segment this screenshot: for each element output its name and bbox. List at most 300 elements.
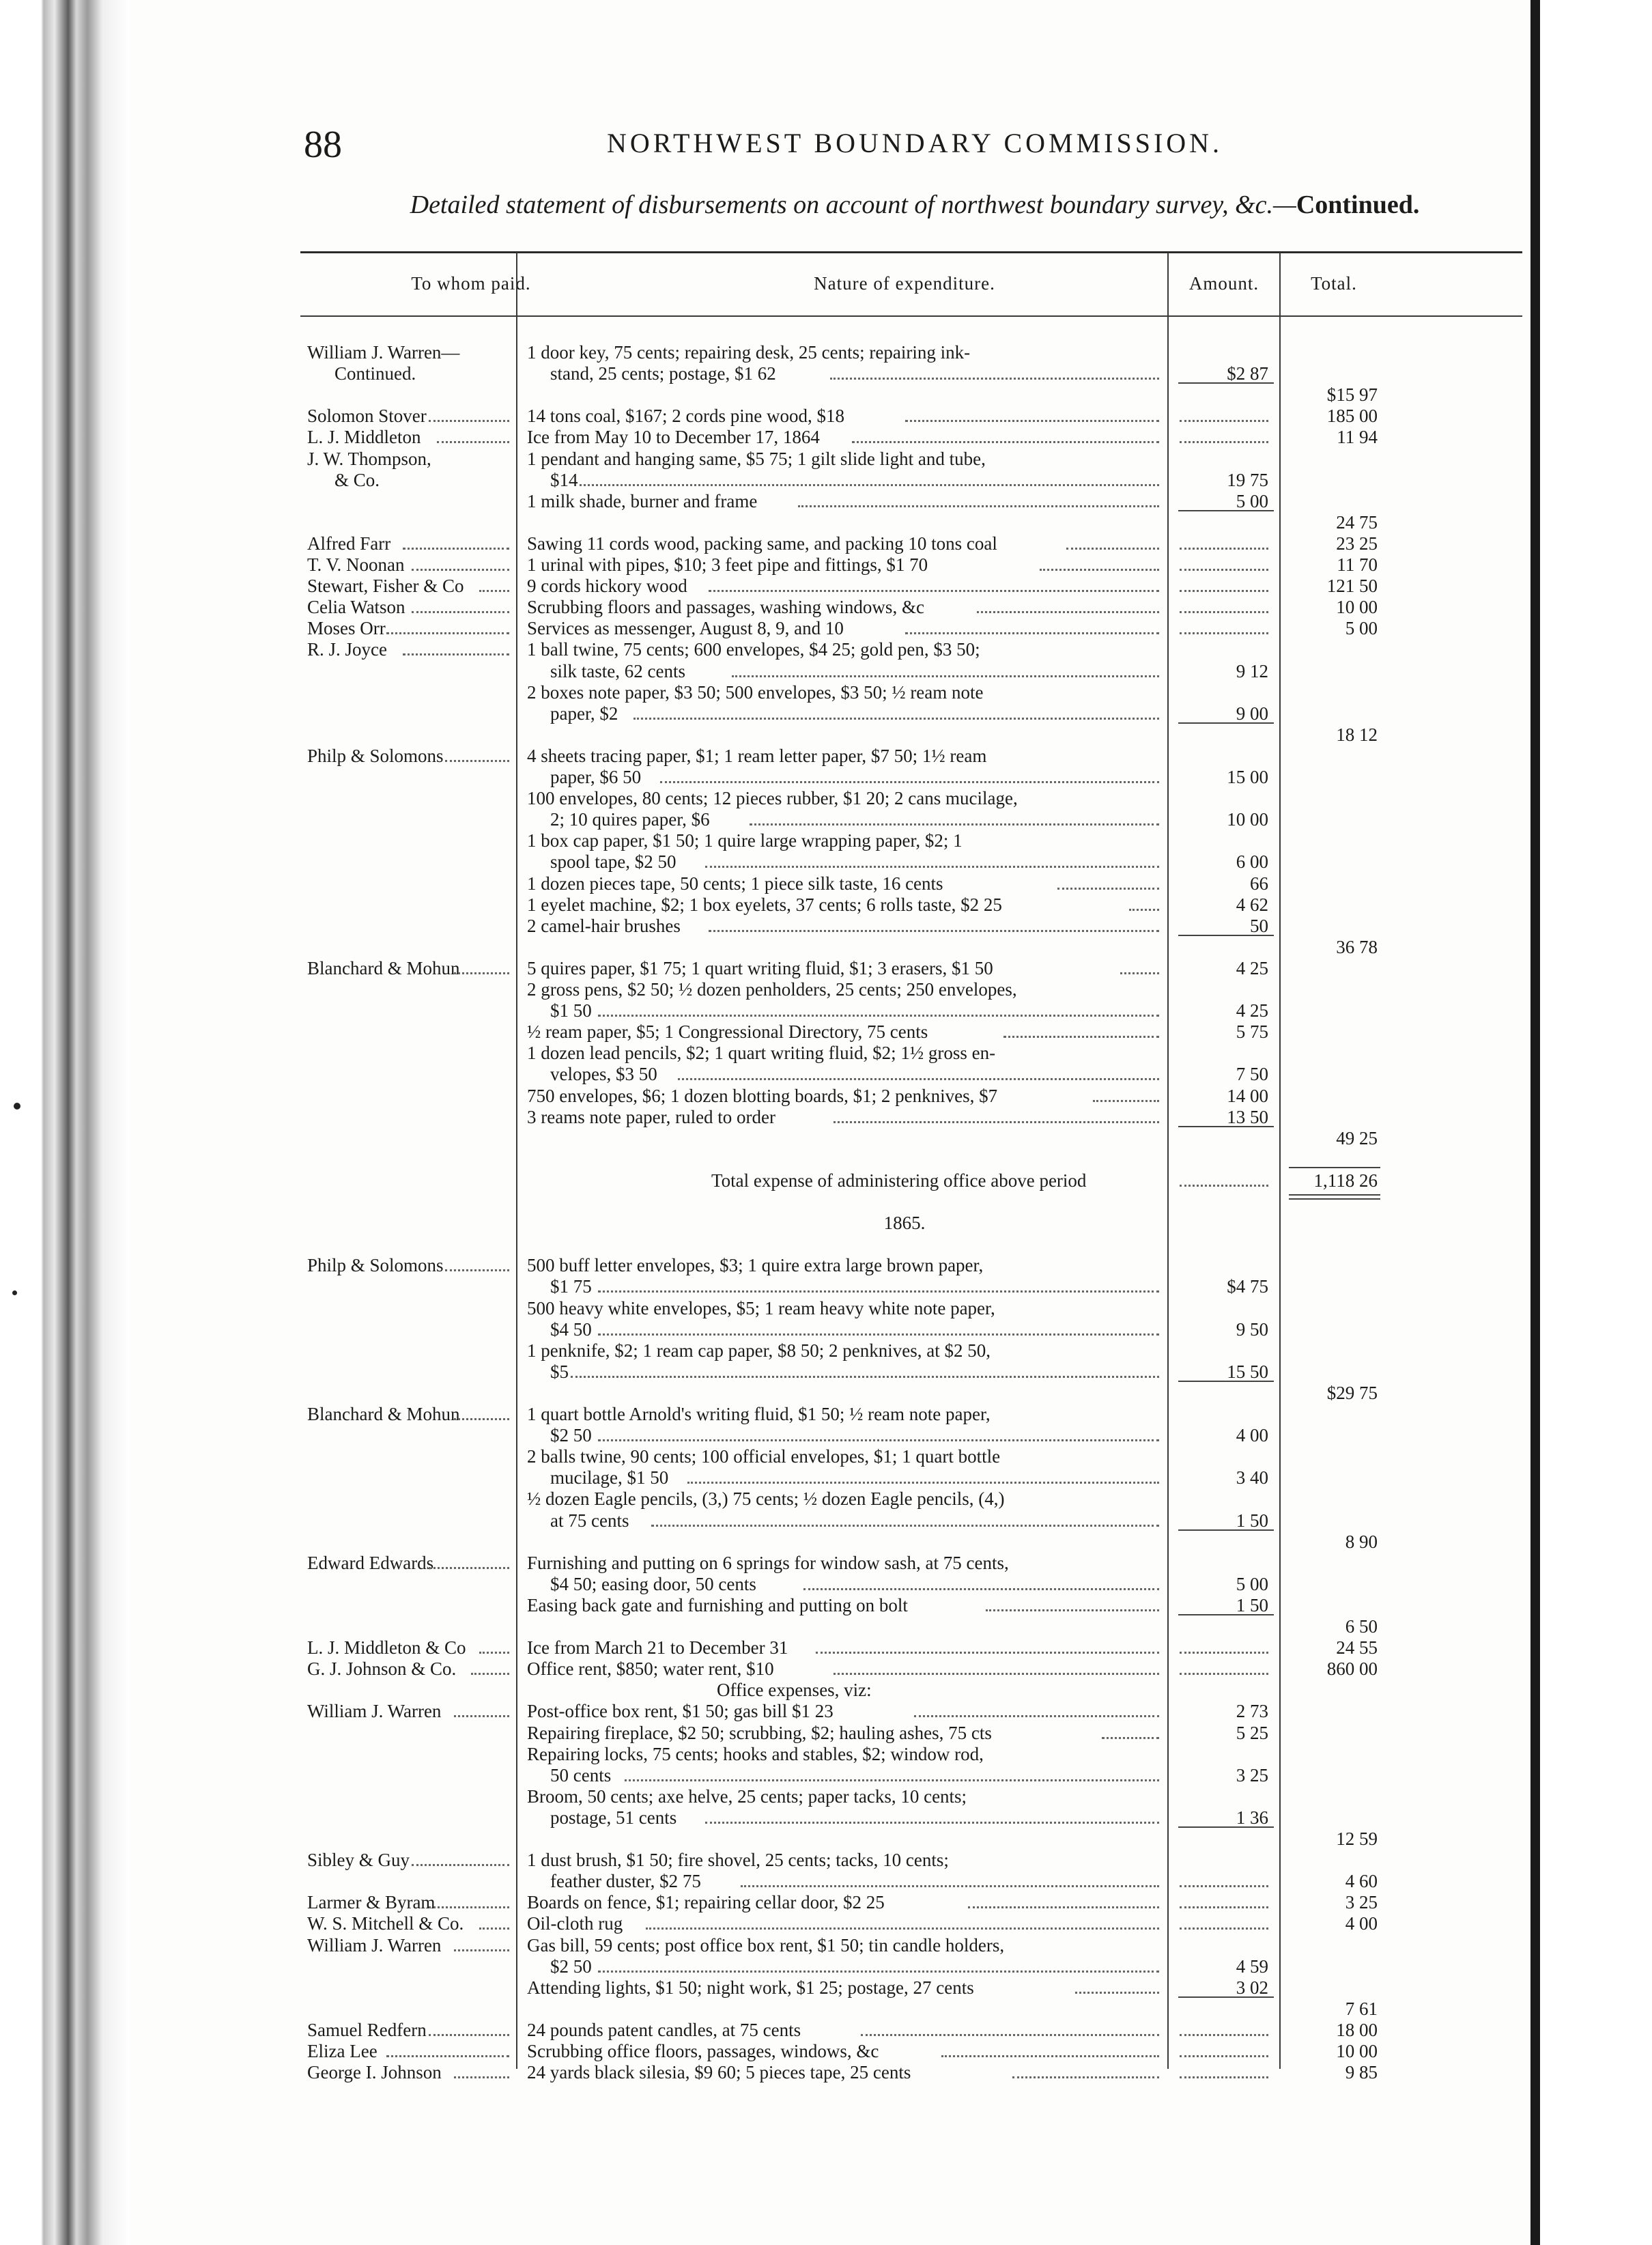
subtotal-rule — [1178, 1614, 1274, 1615]
amount-cell: 14 00 — [1227, 1085, 1268, 1106]
nature-cell: Sawing 11 cords wood, packing same, and packing 10 tons coal — [527, 533, 997, 554]
nature-cell: postage, 51 cents — [550, 1807, 677, 1828]
table-row — [130, 1445, 1530, 1467]
subtotal-rule — [1178, 1826, 1274, 1828]
leader-dots — [803, 1588, 1159, 1590]
nature-cell: velopes, $3 50 — [550, 1064, 657, 1085]
payee-cell: & Co. — [334, 469, 380, 490]
leader-dots — [1012, 2076, 1159, 2078]
nature-cell: 1 ball twine, 75 cents; 600 envelopes, $4 25; gold pen, $3 50; — [527, 639, 980, 660]
total-cell: 49 25 — [1336, 1127, 1378, 1148]
amount-placeholder-dots — [1180, 2034, 1268, 2036]
table-row — [130, 1912, 1530, 1934]
total-cell: 10 00 — [1336, 2041, 1378, 2061]
nature-cell: Repairing locks, 75 cents; hooks and stables, $2; window rod, — [527, 1743, 984, 1764]
total-cell: 18 12 — [1336, 724, 1378, 745]
table-row — [130, 830, 1530, 851]
nature-cell: Broom, 50 cents; axe helve, 25 cents; paper tacks, 10 cents; — [527, 1785, 967, 1807]
nature-cell: ½ ream paper, $5; 1 Congressional Directory, 75 cents — [527, 1021, 928, 1043]
subtotal-rule — [1178, 1381, 1274, 1382]
total-cell: 4 60 — [1345, 1871, 1378, 1892]
amount-cell: 9 00 — [1236, 703, 1268, 724]
table-row — [130, 1340, 1530, 1361]
table-row — [130, 1573, 1530, 1595]
table-row — [130, 490, 1530, 512]
nature-cell: Repairing fireplace, $2 50; scrubbing, $2; hauling ashes, 75 cts — [527, 1722, 992, 1743]
leader-dots — [741, 1885, 1159, 1887]
amount-cell: 9 50 — [1236, 1318, 1268, 1340]
leader-dots — [403, 548, 509, 550]
table-row — [130, 638, 1530, 660]
amount-cell: 4 25 — [1236, 1000, 1268, 1021]
leader-dots — [571, 1376, 1159, 1378]
table-row — [130, 1977, 1530, 1999]
leader-dots — [687, 1482, 1160, 1484]
table-row — [130, 1318, 1530, 1340]
nature-cell: 50 cents — [550, 1764, 612, 1785]
table-row — [130, 1531, 1530, 1553]
table-row — [130, 1743, 1530, 1765]
amount-placeholder-dots — [1180, 1185, 1268, 1187]
table-row — [130, 1764, 1530, 1786]
header-amount: Amount. — [1188, 273, 1259, 294]
table-row — [130, 936, 1530, 958]
nature-cell: 1 box cap paper, $1 50; 1 quire large wrapping paper, $2; 1 — [527, 830, 963, 851]
table-row — [130, 724, 1530, 746]
leader-dots — [454, 972, 509, 974]
payee-cell: J. W. Thompson, — [307, 448, 431, 469]
table-row — [130, 1870, 1530, 1892]
leader-dots — [598, 1439, 1160, 1441]
table-row — [130, 1849, 1530, 1871]
table-row — [130, 426, 1530, 448]
table-row — [130, 745, 1530, 767]
amount-cell: $2 87 — [1227, 363, 1268, 384]
nature-cell: Easing back gate and furnishing and putting on bolt — [527, 1594, 908, 1615]
leader-dots — [598, 1290, 1160, 1293]
table-row — [130, 1361, 1530, 1383]
caption-italic: Detailed statement of disbursements on account of northwest boundary survey, &c.— — [410, 190, 1296, 219]
table-row — [130, 2019, 1530, 2041]
nature-cell: Oil-cloth rug — [527, 1913, 623, 1934]
table-row — [130, 1191, 1530, 1213]
nature-cell: $14 — [550, 469, 578, 490]
table-row — [130, 1254, 1530, 1276]
leader-dots — [905, 632, 1159, 634]
total-cell: 4 00 — [1345, 1913, 1378, 1934]
leader-dots — [1129, 909, 1159, 911]
table-row — [130, 894, 1530, 916]
book-binding-shadow — [0, 0, 130, 2245]
subtotal-rule — [1178, 382, 1274, 384]
amount-placeholder-dots — [1180, 569, 1268, 571]
payee-cell: L. J. Middleton — [307, 427, 421, 448]
table-row — [130, 384, 1530, 406]
leader-dots — [816, 1652, 1159, 1654]
nature-cell: 9 cords hickory wood — [527, 576, 687, 597]
leader-dots — [429, 1906, 509, 1908]
table-top-rule — [300, 251, 1522, 253]
total-cell: 5 00 — [1345, 618, 1378, 639]
table-row — [130, 808, 1530, 830]
amount-cell: 5 00 — [1236, 490, 1268, 511]
nature-cell: $1 75 — [550, 1276, 592, 1297]
leader-dots — [454, 1949, 509, 1951]
leader-dots — [445, 1269, 509, 1271]
amount-placeholder-dots — [1180, 1906, 1268, 1908]
leader-dots — [598, 1015, 1160, 1017]
leader-dots — [429, 1567, 509, 1569]
table-row — [130, 1275, 1530, 1297]
table-row — [130, 1998, 1530, 2020]
leader-dots — [445, 760, 509, 762]
table-row — [130, 533, 1530, 554]
total-cell: 23 25 — [1336, 533, 1378, 554]
table-row — [130, 1934, 1530, 1956]
leader-dots — [830, 378, 1159, 380]
table-caption — [304, 190, 1526, 220]
payee-cell: Philp & Solomons — [307, 745, 444, 766]
amount-cell: 3 02 — [1236, 1977, 1268, 1998]
leader-dots — [660, 781, 1159, 783]
payee-cell: Edward Edwards — [307, 1552, 434, 1573]
amount-cell: 13 50 — [1227, 1106, 1268, 1127]
leader-dots — [454, 1418, 509, 1420]
page-number: 88 — [304, 124, 342, 166]
header-bottom-rule — [300, 315, 1522, 317]
leader-dots — [905, 420, 1159, 422]
header-total: Total. — [1311, 273, 1357, 294]
page-edge — [1530, 0, 1540, 2245]
amount-cell: 7 50 — [1236, 1064, 1268, 1085]
leader-dots — [412, 611, 509, 613]
table-row — [130, 1891, 1530, 1913]
nature-cell: spool tape, $2 50 — [550, 851, 677, 873]
leader-dots — [705, 1822, 1159, 1824]
amount-cell: 3 25 — [1236, 1764, 1268, 1785]
table-row — [130, 511, 1530, 533]
total-cell: 24 75 — [1336, 511, 1378, 533]
subtotal-rule — [1178, 1126, 1274, 1127]
running-title: NORTHWEST BOUNDARY COMMISSION. — [606, 128, 1223, 158]
nature-cell: Scrubbing office floors, passages, windows, &c — [527, 2041, 879, 2061]
amount-placeholder-dots — [1180, 420, 1268, 422]
payee-cell: Stewart, Fisher & Co — [307, 576, 464, 597]
nature-cell: silk taste, 62 cents — [550, 660, 685, 681]
nature-cell: 14 tons coal, $167; 2 cords pine wood, $18 — [527, 406, 844, 427]
nature-cell: 3 reams note paper, ruled to order — [527, 1106, 776, 1127]
amount-cell: 4 62 — [1236, 894, 1268, 915]
total-cell: 8 90 — [1345, 1531, 1378, 1552]
table-row — [130, 469, 1530, 491]
running-head — [304, 123, 1526, 171]
payee-cell: Blanchard & Mohun — [307, 957, 460, 978]
nature-cell: $4 50; easing door, 50 cents — [550, 1573, 756, 1594]
amount-cell: 5 25 — [1236, 1722, 1268, 1743]
payee-cell: L. J. Middleton & Co — [307, 1637, 466, 1658]
amount-placeholder-dots — [1180, 1652, 1268, 1654]
leader-dots — [598, 1971, 1160, 1973]
header-payee: To whom paid. — [411, 273, 531, 294]
amount-cell: 50 — [1250, 915, 1268, 936]
amount-placeholder-dots — [1180, 611, 1268, 613]
nature-cell: 24 pounds patent candles, at 75 cents — [527, 2019, 801, 2040]
table-row — [130, 1594, 1530, 1616]
payee-cell: William J. Warren— — [307, 342, 460, 363]
header-nature: Nature of expenditure. — [814, 273, 995, 294]
table-row — [130, 681, 1530, 703]
table-row — [130, 1488, 1530, 1510]
table-row — [130, 1403, 1530, 1425]
table-row — [130, 1722, 1530, 1744]
total-cell: 7 61 — [1345, 1998, 1378, 2019]
scan-speck — [12, 1290, 17, 1295]
table-row — [130, 341, 1530, 363]
nature-cell: mucilage, $1 50 — [550, 1467, 669, 1488]
table-row — [130, 703, 1530, 724]
table-row — [130, 1042, 1530, 1064]
table-row — [130, 1000, 1530, 1021]
amount-cell: 66 — [1250, 873, 1268, 894]
table-row — [130, 873, 1530, 894]
leader-dots — [977, 611, 1159, 613]
leader-dots — [678, 1078, 1159, 1080]
table-row — [130, 1127, 1530, 1149]
leader-dots — [479, 1652, 509, 1654]
total-cell: 36 78 — [1336, 936, 1378, 957]
nature-cell: $2 50 — [550, 1955, 592, 1977]
amount-cell: 1 50 — [1236, 1510, 1268, 1531]
nature-cell: Boards on fence, $1; repairing cellar door, $2 25 — [527, 1892, 885, 1913]
leader-dots — [479, 1928, 509, 1930]
nature-cell: Ice from March 21 to December 31 — [527, 1637, 788, 1658]
total-cell: 1,118 26 — [1313, 1170, 1378, 1191]
payee-cell: R. J. Joyce — [307, 639, 387, 660]
table-row — [130, 1085, 1530, 1107]
nature-cell: 1 door key, 75 cents; repairing desk, 25 cents; repairing ink- — [527, 342, 971, 363]
amount-placeholder-dots — [1180, 1928, 1268, 1930]
table-row — [130, 1785, 1530, 1807]
nature-cell: 1 penknife, $2; 1 ream cap paper, $8 50; 2 penknives, at $2 50, — [527, 1340, 991, 1361]
total-cell: 24 55 — [1336, 1637, 1378, 1658]
nature-cell: 100 envelopes, 80 cents; 12 pieces rubber, $1 20; 2 cans mucilage, — [527, 788, 1018, 809]
table-row — [130, 957, 1530, 979]
leader-dots — [1093, 1100, 1159, 1102]
nature-cell: 1 urinal with pipes, $10; 3 feet pipe and fittings, $1 70 — [527, 554, 928, 575]
amount-cell: 10 00 — [1227, 809, 1268, 830]
amount-placeholder-dots — [1180, 2076, 1268, 2078]
scan-margin — [1540, 0, 1652, 2245]
total-cell: 11 70 — [1337, 554, 1378, 575]
leader-dots — [1057, 888, 1159, 890]
subtotal-rule — [1178, 1529, 1274, 1531]
total-cell: 18 00 — [1336, 2019, 1378, 2040]
leader-dots — [1003, 1036, 1159, 1038]
payee-cell: G. J. Johnson & Co. — [307, 1658, 457, 1680]
amount-placeholder-dots — [1180, 441, 1268, 443]
table-row — [130, 363, 1530, 384]
nature-cell: 750 envelopes, $6; 1 dozen blotting boards, $1; 2 penknives, $7 — [527, 1085, 998, 1106]
amount-cell: 9 12 — [1236, 660, 1268, 681]
table-row — [130, 851, 1530, 873]
nature-cell: Scrubbing floors and passages, washing windows, &c — [527, 597, 924, 618]
amount-placeholder-dots — [1180, 632, 1268, 634]
leader-dots — [941, 2055, 1159, 2057]
leader-dots — [598, 1333, 1160, 1336]
leader-dots — [968, 1906, 1159, 1908]
nature-cell: Office rent, $850; water rent, $10 — [527, 1658, 774, 1680]
table-row — [130, 405, 1530, 427]
nature-cell: 1 milk shade, burner and frame — [527, 490, 758, 511]
table-row — [130, 1021, 1530, 1043]
nature-cell: 4 sheets tracing paper, $1; 1 ream letter paper, $7 50; 1½ ream — [527, 745, 987, 766]
table-row — [130, 2061, 1530, 2083]
leader-dots — [834, 1121, 1159, 1123]
nature-cell: ½ dozen Eagle pencils, (3,) 75 cents; ½ dozen Eagle pencils, (4,) — [527, 1488, 1005, 1510]
leader-dots — [986, 1609, 1159, 1611]
table-row — [130, 1212, 1530, 1234]
table-row — [130, 1615, 1530, 1637]
leader-dots — [437, 441, 509, 443]
nature-cell: Total expense of administering office above period — [711, 1170, 1087, 1191]
nature-cell: 2; 10 quires paper, $6 — [550, 809, 710, 830]
scan-speck — [14, 1103, 20, 1110]
table-row — [130, 915, 1530, 937]
total-cell: 6 50 — [1345, 1616, 1378, 1637]
leader-dots — [386, 2055, 509, 2057]
table-row — [130, 1382, 1530, 1404]
total-cell: 860 00 — [1326, 1658, 1378, 1680]
leader-dots — [412, 1864, 509, 1866]
nature-cell: 2 gross pens, $2 50; ½ dozen penholders, 25 cents; 250 envelopes, — [527, 979, 1017, 1000]
amount-cell: 3 40 — [1236, 1467, 1268, 1488]
table-row — [130, 1063, 1530, 1085]
nature-cell: 1 dozen lead pencils, $2; 1 quart writing fluid, $2; 1½ gross en- — [527, 1043, 996, 1064]
payee-cell: William J. Warren — [307, 1701, 442, 1722]
amount-cell: 4 00 — [1236, 1425, 1268, 1446]
nature-cell: 1 eyelet machine, $2; 1 box eyelets, 37 cents; 6 rolls taste, $2 25 — [527, 894, 1002, 915]
nature-cell: Furnishing and putting on 6 springs for window sash, at 75 cents, — [527, 1552, 1009, 1573]
leader-dots — [705, 866, 1159, 868]
total-cell: 11 94 — [1337, 427, 1378, 448]
table-row — [130, 1679, 1530, 1701]
payee-cell: Sibley & Guy — [307, 1850, 410, 1871]
table-row — [130, 617, 1530, 639]
leader-dots — [651, 1525, 1159, 1527]
payee-cell: George I. Johnson — [307, 2062, 442, 2083]
leader-dots — [914, 1715, 1159, 1717]
payee-cell: Continued. — [334, 363, 416, 384]
payee-cell: T. V. Noonan — [307, 554, 405, 575]
amount-cell: 15 00 — [1227, 767, 1268, 787]
leader-dots — [798, 505, 1159, 507]
amount-cell: $4 75 — [1227, 1276, 1268, 1297]
leader-dots — [1075, 1992, 1159, 1994]
nature-cell: 1 dust brush, $1 50; fire shovel, 25 cents; tacks, 10 cents; — [527, 1850, 949, 1871]
grand-total-rule — [1289, 1167, 1380, 1168]
subtotal-rule — [1178, 1996, 1274, 1998]
nature-cell: 1865. — [883, 1213, 926, 1234]
table-row — [130, 1807, 1530, 1829]
leader-dots — [732, 675, 1159, 677]
amount-cell: 1 50 — [1236, 1594, 1268, 1615]
table-row — [130, 1955, 1530, 1977]
nature-cell: Office expenses, viz: — [717, 1680, 872, 1701]
table-row — [130, 1510, 1530, 1531]
nature-cell: 2 boxes note paper, $3 50; 500 envelopes, $3 50; ½ ream note — [527, 681, 984, 703]
payee-cell: Philp & Solomons — [307, 1255, 444, 1276]
total-cell: 10 00 — [1336, 597, 1378, 618]
leader-dots — [403, 653, 509, 655]
table-row — [130, 448, 1530, 470]
leader-dots — [633, 718, 1159, 720]
subtotal-rule — [1178, 510, 1274, 511]
table-row — [130, 554, 1530, 576]
subtotal-rule — [1178, 722, 1274, 724]
nature-cell: feather duster, $2 75 — [550, 1871, 701, 1892]
total-cell: 3 25 — [1345, 1892, 1378, 1913]
nature-cell: 1 pendant and hanging same, $5 75; 1 gilt slide light and tube, — [527, 448, 986, 469]
total-cell: 12 59 — [1336, 1829, 1378, 1849]
amount-cell: 4 25 — [1236, 957, 1268, 978]
nature-cell: 1 quart bottle Arnold's writing fluid, $1 50; ½ ream note paper, — [527, 1404, 991, 1424]
nature-cell: Services as messenger, August 8, 9, and 10 — [527, 618, 844, 639]
leader-dots — [580, 484, 1159, 486]
nature-cell: 2 camel-hair brushes — [527, 915, 681, 936]
total-cell: 185 00 — [1326, 406, 1378, 427]
amount-cell: 5 75 — [1236, 1021, 1268, 1043]
leader-dots — [429, 420, 509, 422]
document-page — [130, 0, 1530, 2245]
amount-cell: 2 73 — [1236, 1701, 1268, 1722]
nature-cell: paper, $6 50 — [550, 767, 642, 787]
payee-cell: William J. Warren — [307, 1934, 442, 1955]
leader-dots — [471, 1673, 509, 1675]
table-row — [130, 1170, 1530, 1191]
nature-cell: $4 50 — [550, 1318, 592, 1340]
table-row — [130, 1297, 1530, 1319]
nature-cell: paper, $2 — [550, 703, 618, 724]
total-cell: $15 97 — [1326, 384, 1378, 406]
amount-placeholder-dots — [1180, 1885, 1268, 1887]
nature-cell: 24 yards black silesia, $9 60; 5 pieces tape, 25 cents — [527, 2062, 911, 2083]
payee-cell: W. S. Mitchell & Co. — [307, 1913, 464, 1934]
amount-placeholder-dots — [1180, 2055, 1268, 2057]
nature-cell: at 75 cents — [550, 1510, 629, 1531]
table-row — [130, 575, 1530, 597]
table-row — [130, 1828, 1530, 1850]
payee-cell: Larmer & Byram — [307, 1892, 436, 1913]
nature-cell: 500 heavy white envelopes, $5; 1 ream heavy white note paper, — [527, 1297, 995, 1318]
amount-cell: 15 50 — [1227, 1361, 1268, 1382]
amount-cell: 1 36 — [1236, 1807, 1268, 1828]
amount-cell: 6 00 — [1236, 851, 1268, 873]
leader-dots — [861, 2034, 1159, 2036]
nature-cell: $1 50 — [550, 1000, 592, 1021]
total-cell: 121 50 — [1326, 576, 1378, 597]
table-row — [130, 1106, 1530, 1128]
table-row — [130, 2040, 1530, 2062]
nature-cell: Gas bill, 59 cents; post office box rent, $1 50; tin candle holders, — [527, 1934, 1005, 1955]
amount-cell: 5 00 — [1236, 1573, 1268, 1594]
leader-dots — [454, 1715, 509, 1717]
amount-placeholder-dots — [1180, 590, 1268, 592]
table-row — [130, 1658, 1530, 1680]
leader-dots — [1040, 569, 1159, 571]
nature-cell: 2 balls twine, 90 cents; 100 official envelopes, $1; 1 quart bottle — [527, 1446, 1001, 1467]
total-cell: 9 85 — [1345, 2062, 1378, 2083]
leader-dots — [1102, 1737, 1159, 1739]
